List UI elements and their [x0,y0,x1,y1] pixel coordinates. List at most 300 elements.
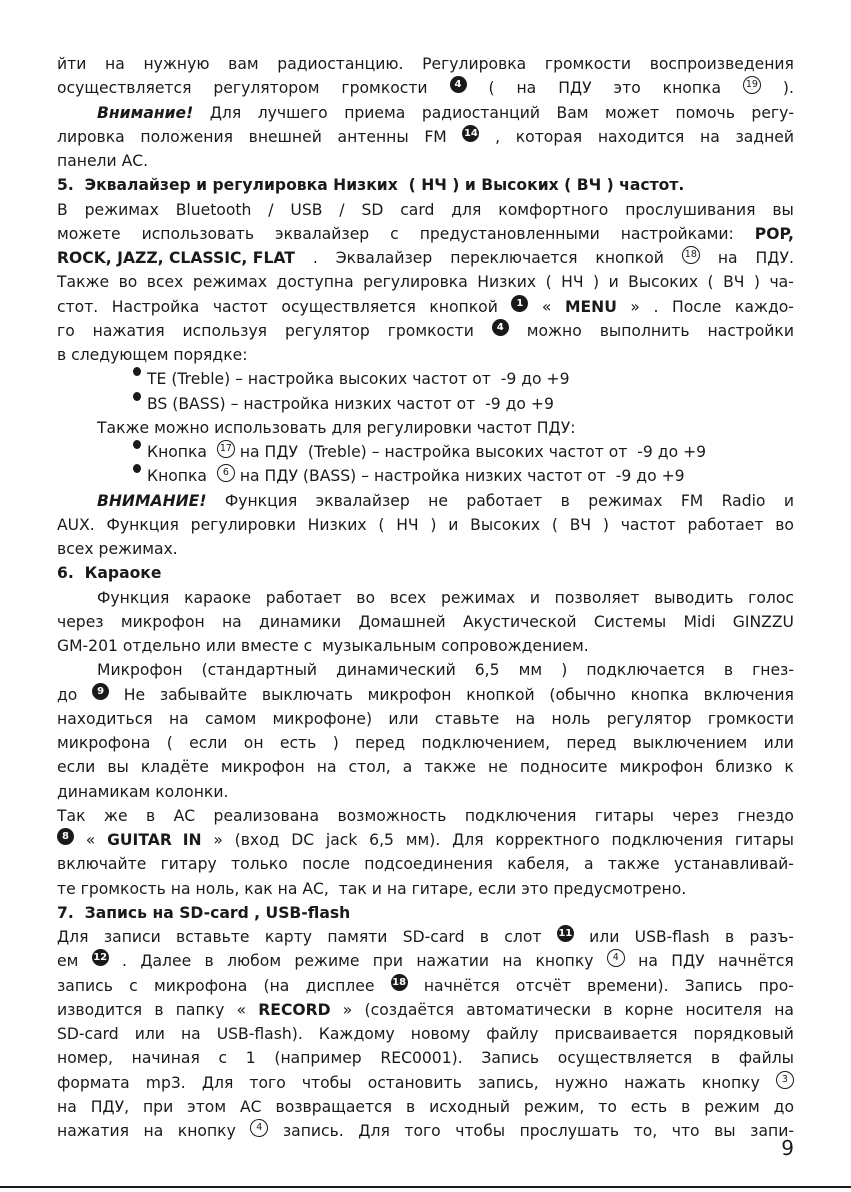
callout-number-icon: 17 [217,440,235,458]
text-word: настройки [707,321,794,340]
keyword: ROCK, JAZZ, CLASSIC, FLAT [57,249,295,267]
text-word: любом [227,952,282,971]
text-word: и [608,273,619,292]
text-word: на [105,55,125,73]
text-word: ВЧ [723,273,745,292]
text-word: 1 [245,1049,256,1068]
text-word: Функция [224,491,298,510]
text-word: регулировка [363,273,468,292]
keyword: RECORD [258,1000,331,1019]
text-word: приема [344,103,406,122]
text-word: подносите [519,758,608,777]
text-word: после [302,855,350,874]
text-word: USB [290,200,323,219]
text-word: находится [597,127,685,146]
text-word: радиостанций [421,103,541,122]
text-word: то [598,1097,617,1116]
text-word: вы [107,758,129,777]
text-run: Кнопка [147,443,217,461]
text-run: панели АС. [57,152,149,170]
text-word: положения [140,127,233,146]
text-word: вставьте [176,928,250,946]
text-line [57,416,794,440]
bullet-icon [133,367,141,376]
text-word: перед [355,734,406,752]
text-word: формата [57,1073,130,1092]
text-word: или [134,1025,165,1043]
text-word: это [613,79,641,98]
text-word: ). [782,79,794,98]
text-word: можно [526,321,582,340]
text-word: предустановленными [419,224,600,243]
text-line [57,198,794,222]
text-word: помочь [675,103,735,122]
text-word: файлы [738,1049,794,1068]
text-word: радиостанцию. [277,55,404,73]
text-word: йти [57,55,87,73]
text-word: того [249,1073,286,1092]
text-word: самом [205,709,257,728]
text-word: работает [466,491,543,510]
text-word: Высоких [470,515,541,534]
text-word: через [57,612,104,631]
text-word: ) [561,661,568,680]
text-word: гнездо [737,806,794,825]
text-run: BS (BASS) – настройка низких частот от -9 до +9 [147,394,554,413]
text-word: микрофон [120,612,205,631]
text-word: в [405,1097,416,1116]
text-word: Midi [683,612,716,631]
text-word: и [783,491,794,510]
text-word: включайте [57,855,147,874]
text-line [57,1071,794,1095]
text-line [57,489,794,513]
text-word: регулятором [213,79,320,98]
text-word: громкости [544,55,632,73]
text-run: TE (Treble) – настройка высоких частот от -9 до +9 [147,370,570,389]
text-word: Системы [593,612,667,631]
text-word: ставьте [434,709,500,728]
text-word: Функция [97,588,170,607]
text-word: кнопку [177,1122,236,1140]
text-line [57,1119,794,1143]
text-word: внешней [248,127,322,146]
text-word: ) [332,734,339,752]
text-word: Также [57,273,110,292]
text-word: в [204,952,214,971]
text-line [57,586,794,610]
text-word: в [145,806,156,825]
text-word: файлу [486,1025,539,1043]
text-word: памяти [327,928,388,946]
text-word: Bluetooth [175,200,252,219]
text-word: ( [545,273,552,292]
text-line [57,101,794,125]
text-line [57,1046,794,1070]
text-word: » [342,1000,353,1019]
text-word: режиме [294,952,360,971]
text-word: регулятор [284,321,370,340]
text-word: для [451,200,482,219]
text-word: АС [173,806,196,825]
text-word: громкости [387,321,474,340]
text-word: НЧ [561,273,584,292]
text-word: режим [704,1097,760,1116]
text-word: в [560,491,570,510]
text-word: кнопкой [466,685,535,704]
callout-number-icon: 8 [57,828,74,845]
section-heading: 7. Запись на SD-card , USB-flash [57,903,351,922]
text-word: SD-card [402,928,465,946]
text-word: нажатия [57,1122,129,1140]
text-word: микрофон [367,685,452,704]
text-word: нужно [554,1073,609,1092]
text-word: он [243,734,264,752]
text-word: нажать [624,1073,686,1092]
text-word: регулятор [606,709,692,728]
bullet-icon [133,464,141,473]
text-word: громкости [341,79,428,98]
text-word: Далее [140,952,192,971]
text-word: к [784,758,794,777]
text-word: GINZZU [732,612,794,631]
text-word: а [584,855,594,874]
text-word: громкости [707,709,794,728]
text-word: вам [228,55,259,73]
text-word: использовать [141,224,255,243]
bottom-rule [0,1186,851,1188]
text-run: те громкость на ноль, как на АС, так и на гитаре, если это предусмотрено. [57,879,687,898]
text-word: папку [175,1000,225,1019]
text-word: позволяет [554,588,640,607]
text-word: ( [488,79,495,98]
text-word: ) [753,273,761,292]
text-word: времени). [587,976,669,995]
callout-number-icon: 4 [250,1119,268,1137]
text-word: Низких [307,515,367,534]
text-word: запись, [477,1073,539,1092]
text-word: на [700,127,720,146]
text-word: лировка [57,127,125,146]
text-word: . [122,952,127,971]
text-word: регулировки [190,515,296,534]
text-word: запись [57,976,113,995]
text-word: используя [182,321,268,340]
text-word: голос [748,588,794,607]
text-word: Так [57,806,86,825]
text-word: на [774,1000,794,1019]
text-word: если [189,734,228,752]
text-run: GM-201 отдельно или вместе с музыкальным сопровождением. [57,637,589,655]
keyword: MENU [564,297,617,316]
text-word: возвращается [275,1097,393,1116]
text-word: на [168,709,189,728]
text-word: задней [735,127,794,146]
text-line [57,173,794,197]
text-word: Функция [106,515,179,534]
text-word: AUX. [57,515,95,534]
callout-number-icon: 4 [607,949,625,967]
text-word: и [529,588,540,607]
text-word: микрофон [619,758,704,777]
text-word: находиться [57,709,153,728]
text-word: подключения [464,806,577,825]
callout-number-icon: 4 [450,76,467,93]
text-word: осуществляется [57,79,192,98]
text-word: только [231,855,288,874]
text-run: всех режимах. [57,540,178,558]
text-word: частот [620,515,676,534]
text-word: что [671,1122,700,1140]
text-word: автоматически [466,1000,592,1019]
text-word: ча- [769,273,794,292]
text-word: Настройка [111,297,200,316]
text-word: отсчёт [515,976,571,995]
text-word: кнопкой [595,249,664,267]
text-word: mp3. [145,1073,186,1092]
text-word: FM [424,127,447,146]
text-word: карту [264,928,313,946]
text-word: чтобы [455,1122,506,1140]
text-word: « [541,297,552,316]
text-word: в [681,1097,691,1116]
text-word: новому [410,1025,471,1043]
text-word: » [213,831,223,849]
text-word: стот. [57,297,99,316]
text-line [57,780,794,804]
text-word: во [356,588,376,607]
text-word: носителя [685,1000,763,1019]
text-word: Запись [684,976,743,995]
text-word: частот [212,297,268,316]
text-line [57,925,794,949]
text-word: на [516,79,537,98]
text-word: Низких [477,273,537,292]
text-word: микрофон [220,758,305,777]
text-word: эквалайзер [315,491,410,510]
text-word: этом [187,1097,227,1116]
text-word: корне [624,1000,674,1019]
text-word: режимах [440,588,516,607]
text-line [57,707,794,731]
text-word: можете [57,224,121,243]
text-word: есть [630,1097,668,1116]
text-line [57,828,794,852]
text-word: включения [703,685,794,704]
text-word: начнётся [718,952,794,971]
text-word: Эквалайзер [335,249,433,267]
text-line [57,149,794,173]
text-word: работает [265,588,342,607]
text-word: подключения [611,831,724,849]
text-run: в следующем порядке: [57,346,248,364]
text-word: ПДУ, [90,1097,130,1116]
text-word: кнопкой [429,297,498,316]
text-word: же [103,806,128,825]
text-word: с [218,1049,228,1068]
text-word: присваивается [554,1025,678,1043]
text-line [57,125,794,149]
text-word: при [372,952,404,971]
text-word: реализована [213,806,320,825]
text-word: « [236,1000,247,1019]
text-word: также [607,855,660,874]
text-line [57,634,794,658]
text-word: выполнить [599,321,690,340]
text-word: (вход [234,831,280,849]
text-word: регу- [751,103,794,122]
text-word: кабеля, [507,855,570,874]
text-line [57,367,794,391]
text-word: микрофоне) [272,709,373,728]
text-run: на ПДУ (Treble) – настройка высоких частот от -9 до +9 [234,443,707,461]
text-word: с [129,976,138,995]
warning-label: ВНИМАНИЕ! [97,491,207,510]
text-word: на [143,1122,164,1140]
text-word: эквалайзер [275,224,370,243]
text-word: , [495,127,501,146]
text-word: DC [291,831,315,849]
text-word: воспроизведения [649,55,794,73]
text-word: а [402,758,413,777]
text-word: есть [279,734,317,752]
text-word: Для [57,928,89,946]
text-line [57,246,794,270]
text-word: ) [593,273,600,292]
text-word: АС [240,1097,262,1116]
text-word: мм [518,661,543,680]
text-word: подключается [586,661,705,680]
text-word: ) [602,515,609,534]
text-word: во [118,273,138,292]
text-word: записи [103,928,161,946]
text-word: гитары [594,806,654,825]
text-word: исходный [429,1097,510,1116]
text-word: (стандартный [201,661,318,680]
text-word: USB-flash [634,928,710,946]
text-run: динамикам колонки. [57,782,229,801]
text-word: не [428,491,448,510]
text-word: / [268,200,274,219]
text-word: кладёте [140,758,209,777]
text-word: номер, [57,1049,113,1068]
text-word: гнез- [752,661,794,680]
text-word: микрофона [57,734,151,752]
text-word: Не [123,685,146,704]
text-word: Микрофон [97,661,183,680]
text-word: запи- [750,1122,794,1140]
text-line [57,755,794,779]
text-word: « [85,831,96,849]
text-run: на ПДУ (BASS) – настройка низких частот от -9 до +9 [234,467,685,486]
text-word: гитару [160,855,217,874]
text-word: Запись [481,1049,540,1068]
text-word: . [653,297,659,316]
text-word: Домашней [358,612,446,631]
text-word: микрофона [153,976,248,995]
text-word: jack [325,831,358,849]
text-word: возможность [337,806,447,825]
text-word: осуществляется [281,297,416,316]
text-line [57,731,794,755]
text-word: После [671,297,722,316]
text-line [57,343,794,367]
text-word: если [57,758,96,777]
text-word: Вам [556,103,589,122]
text-word: на [638,952,658,971]
text-word: кнопка [630,685,689,704]
text-word: доступна [276,273,354,292]
warning-label: Внимание! [97,103,194,122]
callout-number-icon: 6 [217,464,235,482]
text-word: стол, [348,758,391,777]
text-line [57,1022,794,1046]
text-line [57,852,794,876]
text-word: мм). [405,831,441,849]
bullet-icon [133,392,141,401]
text-word: переключается [450,249,578,267]
text-word: нажатии [416,952,490,971]
text-word: вы [772,200,794,219]
text-word: режимах [84,200,159,219]
text-word: card [400,200,435,219]
text-line [57,658,794,682]
text-word: нужную [143,55,210,73]
text-word: до [57,685,78,704]
text-word: ПДУ. [755,249,794,267]
text-word: чтобы [301,1073,352,1092]
text-word: Для [452,831,484,849]
callout-number-icon: 3 [776,1071,794,1089]
text-word: ( [166,734,173,752]
text-word: вы [714,1122,736,1140]
text-word: Для [201,1073,234,1092]
text-word: (обычно [549,685,616,704]
text-line [57,901,794,925]
text-word: ) [430,515,437,534]
callout-number-icon: 19 [743,76,761,94]
text-word: выключать [261,685,353,704]
text-word: го [57,321,75,340]
text-word: не [488,758,508,777]
text-word: близко [715,758,773,777]
text-word: того [404,1122,441,1140]
text-word: Каждому [318,1025,395,1043]
text-line [57,683,794,707]
text-word: слот [504,928,542,946]
text-word: работает [687,515,764,534]
callout-number-icon: 11 [557,925,574,942]
text-line [57,392,794,416]
callout-number-icon: 14 [462,125,479,142]
text-word: гитары [734,831,794,849]
text-word: на [180,1025,201,1043]
text-word: в [154,1000,164,1019]
callout-number-icon: 12 [92,949,109,966]
text-word: прослушать [519,1122,620,1140]
text-word: Для [209,103,242,122]
text-word: забывайте [159,685,248,704]
text-word: комфортного [498,200,609,219]
text-word: на [221,612,242,631]
text-word: кнопку [701,1073,760,1092]
text-line [57,1095,794,1119]
text-word: изводится [57,1000,143,1019]
text-word: подключением, [421,734,551,752]
text-word: USB-flash). [216,1025,303,1043]
text-word: REC0001). [380,1049,463,1068]
text-word: в [479,928,489,946]
